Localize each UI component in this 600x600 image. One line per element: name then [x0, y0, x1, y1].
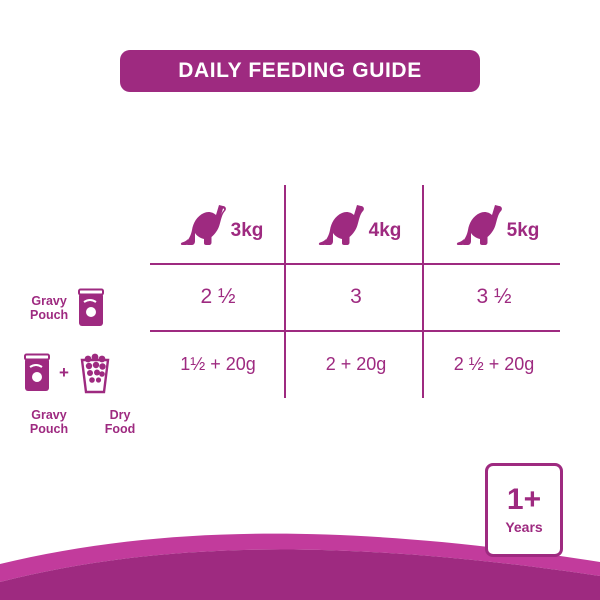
table-header-cell — [150, 185, 286, 263]
cat-silhouette-icon — [173, 199, 233, 249]
table-column — [426, 185, 562, 405]
table-cell-pouch: 2 ½ — [200, 284, 236, 308]
table-column — [150, 185, 286, 405]
dry-food-bowl-icon — [76, 352, 114, 394]
legend-label-gravy-pouch: Gravy Pouch — [30, 294, 69, 322]
cat-silhouette-icon — [311, 199, 371, 249]
legend-row-gravy-pouch — [30, 288, 106, 328]
gravy-pouch-icon — [22, 353, 52, 393]
table-cell-pouch: 3 — [350, 284, 362, 308]
legend — [8, 280, 153, 455]
cat-weight-label: 4kg — [368, 220, 402, 241]
table-header-cell — [288, 185, 424, 263]
page-title-banner — [120, 50, 480, 92]
cat-silhouette-icon — [449, 199, 509, 249]
legend-label-dry-food: Dry Food — [104, 408, 136, 436]
table-cell-pouch-dry: 2 ½ + 20g — [453, 353, 535, 374]
table-cell-pouch-dry: 2 + 20g — [325, 353, 387, 374]
table-cell-pouch: 3 ½ — [476, 284, 512, 308]
age-badge-unit: Years — [505, 519, 543, 535]
legend-row-gravy-pouch-plus-dry-food — [22, 352, 114, 394]
plus-operator: + — [59, 363, 69, 382]
table-column — [288, 185, 424, 405]
page-title: DAILY FEEDING GUIDE — [178, 59, 422, 82]
cat-weight-label: 5kg — [506, 220, 540, 241]
table-header-cell — [426, 185, 562, 263]
table-cell-pouch-dry: 1½ + 20g — [180, 353, 256, 374]
age-badge — [485, 463, 563, 557]
gravy-pouch-icon — [76, 288, 106, 328]
cat-weight-label: 3kg — [230, 220, 264, 241]
age-badge-number: 1+ — [506, 483, 542, 516]
legend-label-gravy-pouch-2: Gravy Pouch — [29, 408, 69, 436]
feeding-table — [150, 185, 560, 405]
